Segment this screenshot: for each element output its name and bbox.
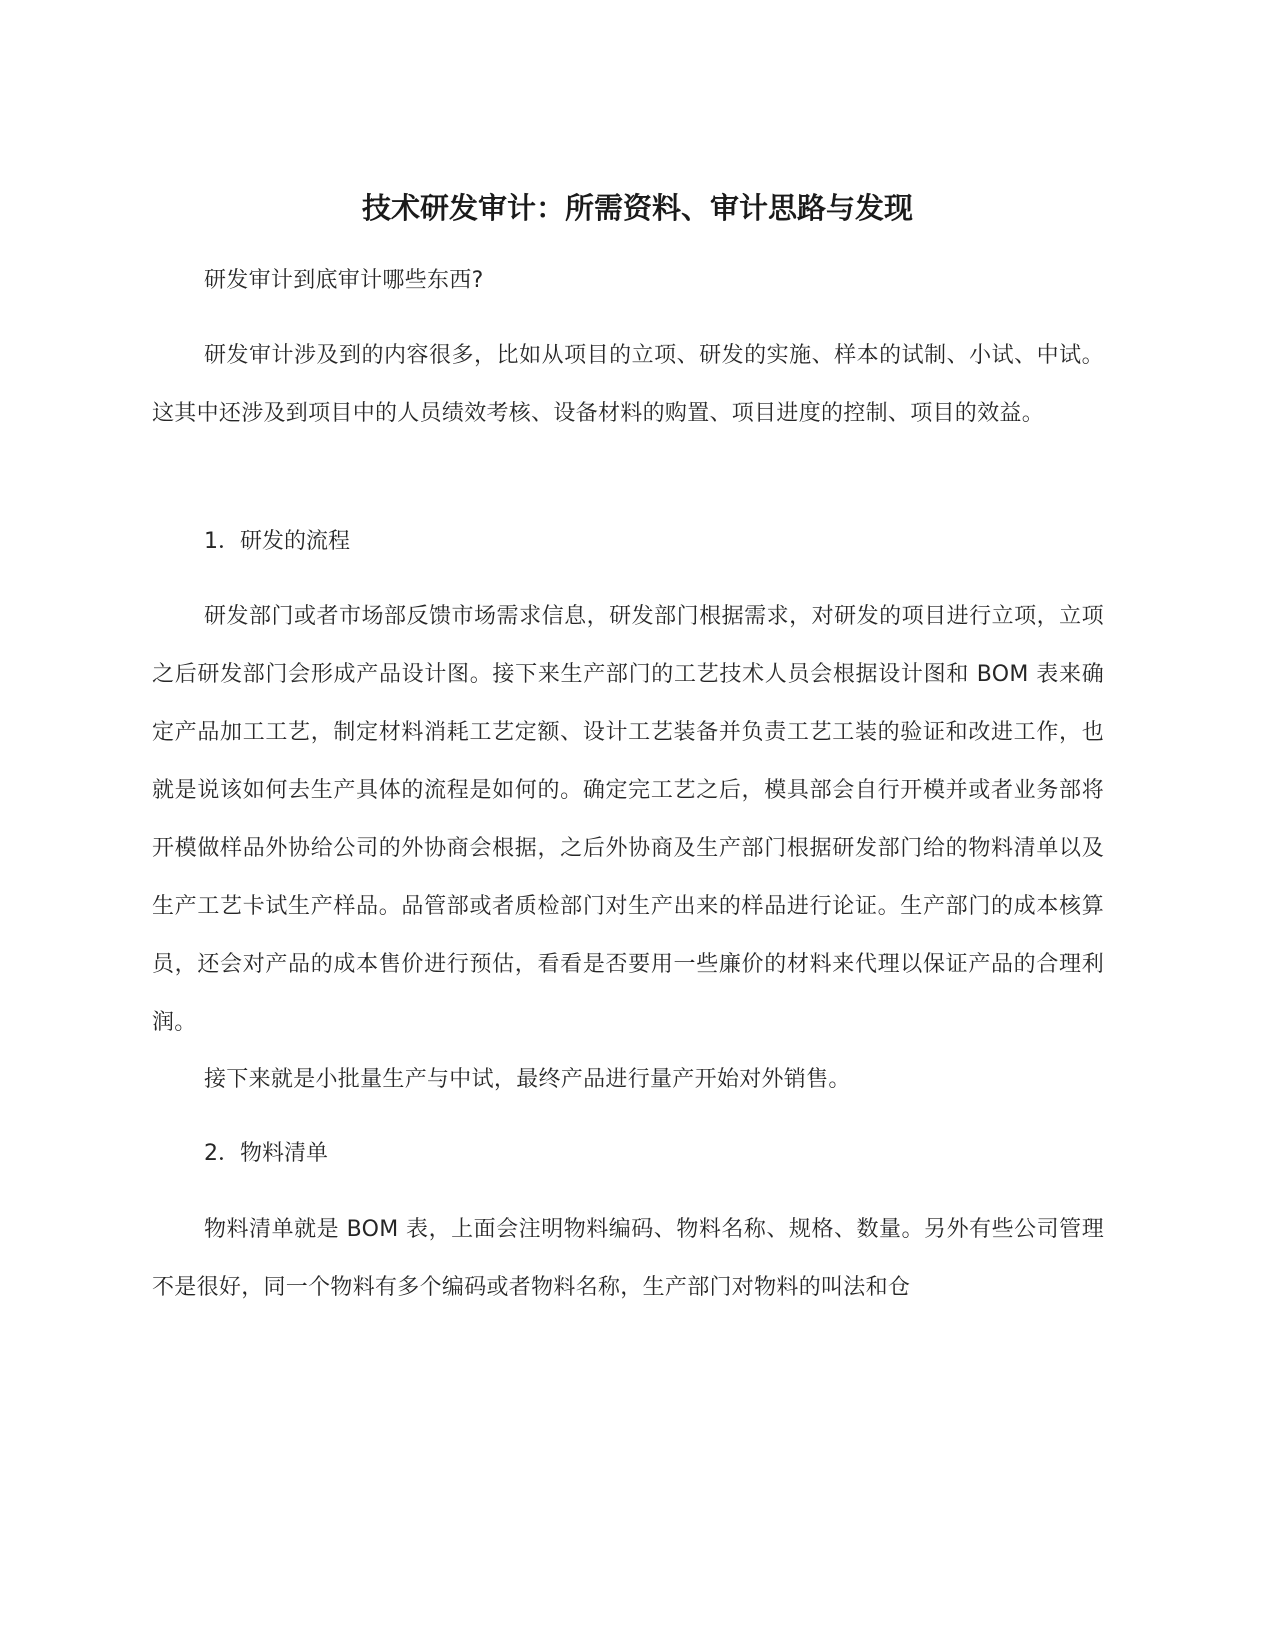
bom-paragraph: 物料清单就是 BOM 表，上面会注明物料编码、物料名称、规格、数量。另外有些公司管理不是很好，同一个物料有多个编码或者物料名称，生产部门对物料的叫法和仓 (152, 1217, 1104, 1300)
question-paragraph: 研发审计到底审计哪些东西? (204, 268, 484, 293)
intro-paragraph: 研发审计涉及到的内容很多，比如从项目的立项、研发的实施、样本的试制、小试、中试。这其中还涉及到项目中的人员绩效考核、设备材料的购置、项目进度的控制、项目的效益。 (152, 343, 1104, 426)
section-heading-bom: 2．物料清单 (204, 1141, 328, 1166)
document-title: 技术研发审计：所需资料、审计思路与发现 (361, 191, 913, 225)
mass-production-paragraph: 接下来就是小批量生产与中试，最终产品进行量产开始对外销售。 (204, 1067, 851, 1092)
section-heading-process: 1．研发的流程 (204, 529, 350, 554)
process-paragraph: 研发部门或者市场部反馈市场需求信息，研发部门根据需求，对研发的项目进行立项，立项之后研发部门会形成产品设计图。接下来生产部门的工艺技术人员会根据设计图和 BOM 表来确定产品加工工艺，制定材料消耗工艺定额、设计工艺装备并负责工艺工装的验证和改进工作，也就是说该如何去生产具体的流程是如何的。确定完工艺之后，模具部会自行开模并或者业务部将开模做样品外协给公司的外协商会根据，之后外协商及生产部门根据研发部门给的物料清单以及生产工艺卡试生产样品。品管部或者质检部门对生产出来的样品进行论证。生产部门的成本核算员，还会对产品的成本售价进行预估，看看是否要用一些廉价的材料来代理以保证产品的合理利润。 (152, 604, 1104, 1035)
